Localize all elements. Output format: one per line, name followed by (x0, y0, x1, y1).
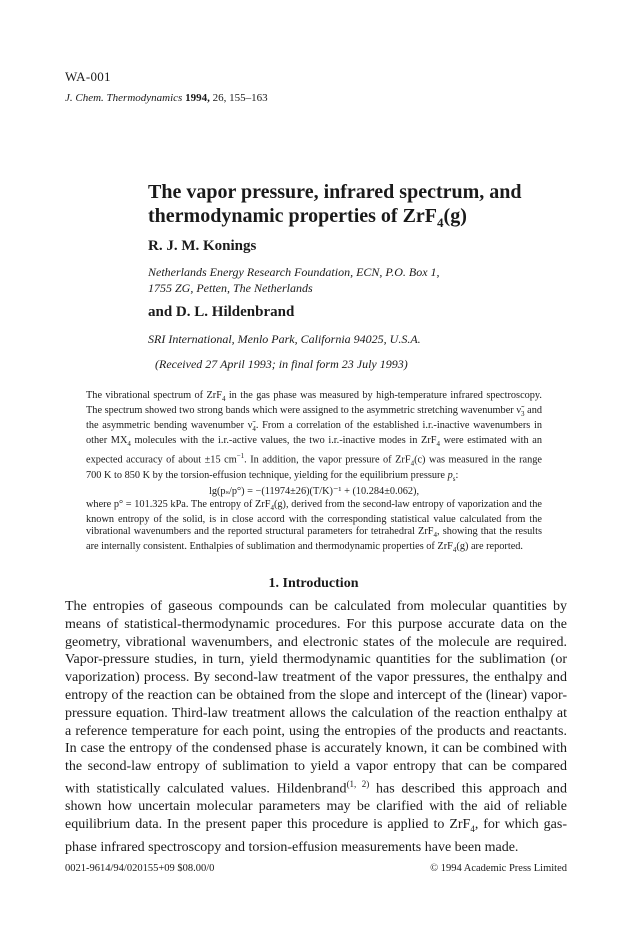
footer-copyright: © 1994 Academic Press Limited (430, 863, 567, 874)
document-code: WA-001 (65, 69, 111, 84)
paper-title (148, 180, 568, 235)
citation-marker: (1, 2) (346, 778, 370, 789)
footer-issn: 0021-9614/94/020155+09 $08.00/0 (65, 863, 215, 874)
abstract (86, 390, 542, 556)
title-line2: thermodynamic properties of ZrF (148, 205, 438, 227)
section-heading-introduction: 1. Introduction (268, 576, 359, 591)
abstract-paragraph-1: The vibrational spectrum of ZrF$_4$ in the gas phase was measured by high-temperature infrared spectroscopy. The spectrum showed two strong bands which were assigned to the asymmetric stretching wavenumber $\nũ_3$ and the asymmetric bending wavenumber $\nũ_4$. From a correlation of the established i.r.-inactive wavenumbers in other $MX_4$ molecules with the i.r.-active values, the two i.r.-inactive modes in ZrF$_4$ were estimated with an expected accuracy of about ±15 $cm^{-1}$. In addition, the vapor pressure of ZrF$_4$(c) was measured in the range 700 K to 850 K by the torsion-effusion technique, yielding for the equilibrium pressure $p_s$: (86, 390, 543, 483)
introduction-paragraph: The entropies of gaseous compounds can be calculated from molecular quantities by means of statistical-thermodynamic procedures. For this purpose accurate data on the geometry, vibrational wavenumbers, and electronic states of the molecule are required. Vapor-pressure studies, in turn, yield thermodynamic quantities for the sublimation (or vaporization) process. By second-law treatment of the vapor pressures, the enthalpy and entropy of the reaction can be obtained from the slope and intercept of the (linear) vapor-pressure equation. Third-law treatment allows the calculation of the reaction enthalpy at a reference temperature for each point, using the entropies of the products and reactants. In case the entropy of the condensed phase is accurately known, it can be combined with the second-law entropy of sublimation to yield a vapor entropy that can be compared with statistically calculated values. Hildenbrand$^{(1, 2)}$ has described this approach and shown how uncertain molecular parameters may be clarified with the aid of reliable equilibrium data. In the present paper this procedure is applied to ZrF$_4$, for which gas-phase infrared spectroscopy and torsion-effusion measurements have been made. (65, 599, 567, 855)
title-subscript: 4 (437, 215, 444, 230)
author-1-affiliation (148, 264, 440, 296)
abstract-equation: lg(pₛ/p°) = −(11974±26)(T/K)⁻¹ + (10.284±0.062), (208, 485, 420, 497)
author-1-name: R. J. M. Konings (148, 238, 257, 254)
journal-year: 1994, (185, 92, 210, 104)
received-dates: (Received 27 April 1993; in final form 23 July 1993) (155, 357, 408, 371)
journal-name: J. Chem. Thermodynamics (65, 92, 183, 104)
author-2-affiliation: SRI International, Menlo Park, California 94025, U.S.A. (148, 332, 421, 346)
title-line1: The vapor pressure, infrared spectrum, and (148, 181, 522, 203)
abstract-paragraph-2: where p° = 101.325 kPa. The entropy of ZrF$_4$(g), derived from the second-law entropy of vaporization and the known entropy of the solid, is in close accord with the corresponding statistical value calculated from the vibrational wavenumbers and the reported structural parameters for tetrahedral ZrF$_4$, showing that the results are internally consistent. Enthalpies of sublimation and thermodynamic properties of ZrF$_4$(g) are reported. (86, 498, 542, 554)
author-1-affiliation-line2: 1755 ZG, Petten, The Netherlands (148, 281, 313, 295)
title-suffix: (g) (443, 205, 467, 227)
journal-volume-pages: 26, 155–163 (212, 92, 268, 104)
author-1-affiliation-line1: Netherlands Energy Research Foundation, ECN, P.O. Box 1, (148, 265, 440, 279)
author-2-name: and D. L. Hildenbrand (148, 304, 295, 320)
journal-citation (65, 92, 268, 104)
